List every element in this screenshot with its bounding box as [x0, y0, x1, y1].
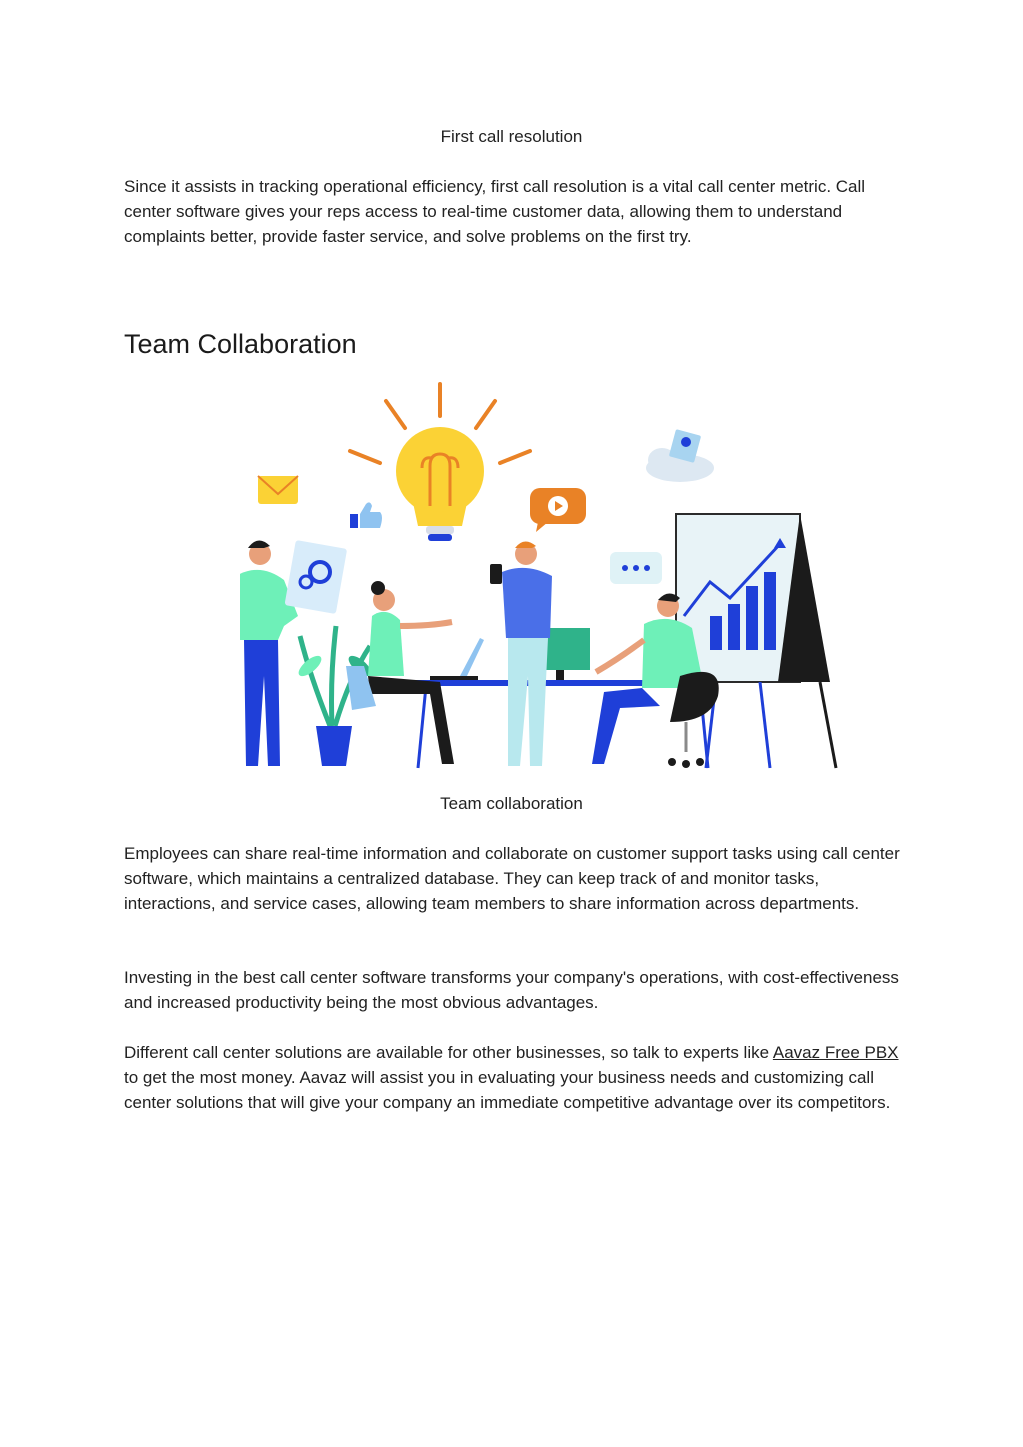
speech-bubble-icon [610, 552, 662, 584]
envelope-icon [258, 476, 298, 504]
team-collaboration-illustration [240, 376, 930, 796]
presentation-board [676, 514, 836, 768]
paragraph-first-call-resolution: Since it assists in tracking operational efficiency, first call resolution is a vital call center metric. Call center software gives your reps access to real-time customer data, allowing them to understand complaints better, provide faster service, and solve problems on the first try. [124, 177, 866, 246]
paragraph-aavaz-intro: Different call center solutions are available for other businesses, so talk to experts like [124, 1043, 773, 1062]
video-bubble-icon [530, 488, 586, 532]
person-seated-woman [346, 581, 454, 764]
cloud-photo-icon [646, 429, 714, 482]
aavaz-free-pbx-link[interactable]: Aavaz Free PBX [772, 1043, 899, 1062]
thumbs-up-icon [350, 502, 382, 528]
person-standing-center [490, 541, 552, 766]
caption-team-collaboration: Team collaboration [440, 794, 583, 813]
section-heading-team-collaboration: Team Collaboration [124, 329, 357, 359]
paragraph-team-collaboration: Employees can share real-time information and collaborate on customer support tasks using call center software, which maintains a centralized database. They can keep track of and monitor tasks, interactions, and service cases, allowing team members to share information across departments. [124, 844, 900, 913]
lightbulb-icon [396, 427, 484, 541]
caption-first-call-resolution: First call resolution [440, 127, 583, 146]
paragraph-aavaz [124, 1040, 904, 1115]
paragraph-aavaz-rest: to get the most money. Aavaz will assist you in evaluating your business needs and customizing call center solutions that will give your company an immediate competitive advantage over its competitors. [124, 1068, 891, 1112]
paragraph-investment: Investing in the best call center software transforms your company's operations, with cost-effectiveness and increased productivity being the most obvious advantages. [124, 968, 899, 1012]
